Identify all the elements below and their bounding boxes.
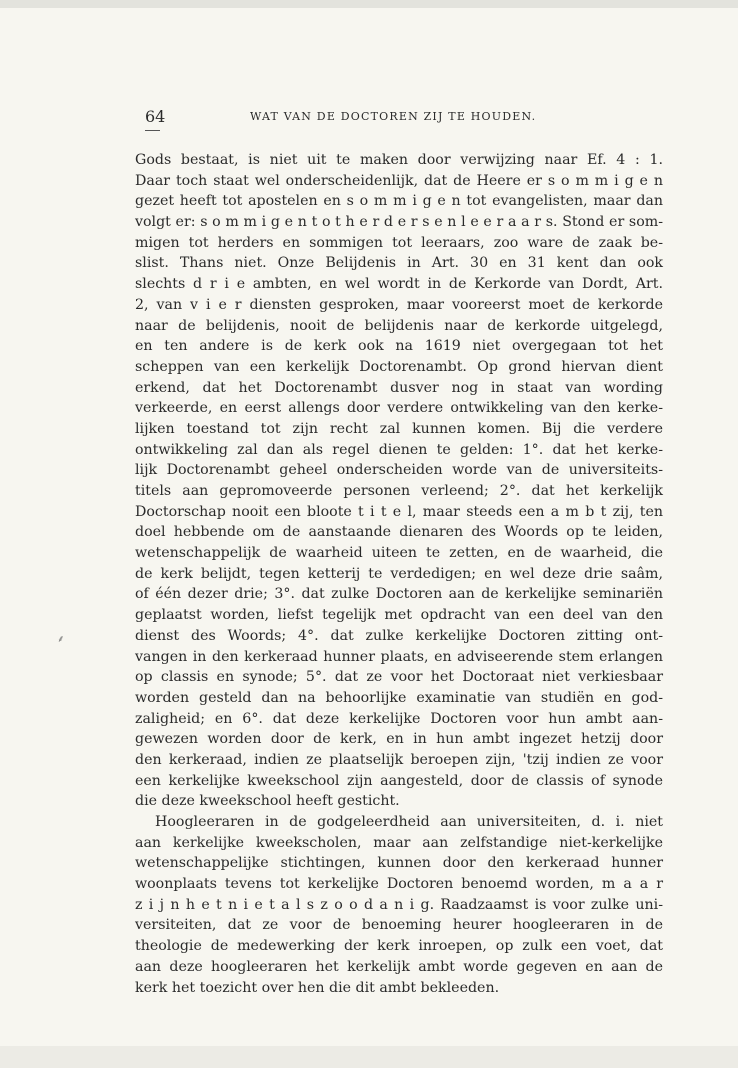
text-line: Doctorschap nooit een bloote t i t e l, maar steeds een a m b t zij, ten bbox=[135, 503, 663, 520]
text-line: slist. Thans niet. Onze Belijdenis in Art. 30 en 31 kent dan ook bbox=[135, 255, 663, 272]
text-line: wetenschappelijk de waarheid uiteen te zetten, en de waarheid, die bbox=[135, 545, 663, 562]
page-number: 64 bbox=[145, 107, 166, 126]
text-line: gewezen worden door de kerk, en in hun ambt ingezet hetzij door bbox=[135, 731, 663, 748]
text-line: wetenschappelijke stichtingen, kunnen door den kerkeraad hunner bbox=[135, 855, 663, 872]
text-line: verkeerde, en eerst allengs door verdere ontwikkeling van den kerke- bbox=[135, 400, 663, 417]
paragraph-first-line: Hoogleeraren in de godgeleerdheid aan universiteiten, d. i. niet bbox=[155, 814, 663, 830]
text-line: slechts d r i e ambten, en wel wordt in de Kerkorde van Dordt, Art. bbox=[135, 276, 663, 293]
running-title: WAT VAN DE DOCTOREN ZIJ TE HOUDEN. bbox=[250, 110, 537, 123]
text-line: lijken toestand tot zijn recht zal kunnen komen. Bij die verdere bbox=[135, 420, 663, 437]
body-text bbox=[135, 150, 663, 998]
text-line: erkend, dat het Doctorenambt dusver nog in staat van wording bbox=[135, 379, 663, 396]
text-line: z i j n h e t n i e t a l s z o o d a n i g. Raadzaamst is voor zulke uni- bbox=[135, 896, 663, 913]
text-line: volgt er: s o m m i g e n t o t h e r d e r s e n l e e r a a r s. Stond er som- bbox=[135, 214, 663, 231]
text-line: geplaatst worden, liefst tegelijk met opdracht van een deel van den bbox=[135, 607, 663, 624]
text-line: vangen in den kerkeraad hunner plaats, en adviseerende stem erlangen bbox=[135, 648, 663, 665]
text-line: aan deze hoogleeraren het kerkelijk ambt worde gegeven en aan de bbox=[135, 958, 663, 975]
text-line: titels aan gepromoveerde personen verleend; 2°. dat het kerkelijk bbox=[135, 483, 663, 499]
text-line: Gods bestaat, is niet uit te maken door verwijzing naar Ef. 4 : 1. bbox=[135, 152, 663, 168]
text-line: woonplaats tevens tot kerkelijke Doctoren benoemd worden, m a a r bbox=[135, 876, 663, 893]
text-line: een kerkelijke kweekschool zijn aangesteld, door de classis of synode bbox=[135, 772, 663, 789]
paragraph-last-line: kerk het toezicht over hen die dit ambt bekleeden. bbox=[135, 979, 500, 996]
bottom-border bbox=[0, 1046, 738, 1068]
text-line: theologie de medewerking der kerk inroepen, op zulk een voet, dat bbox=[135, 938, 663, 955]
text-line: zaligheid; en 6°. dat deze kerkelijke Doctoren voor hun ambt aan- bbox=[135, 710, 663, 727]
text-line: aan kerkelijke kweekscholen, maar aan zelfstandige niet-kerkelijke bbox=[135, 834, 663, 851]
text-line: 2, van v i e r diensten gesproken, maar vooreerst moet de kerkorde bbox=[135, 296, 663, 313]
text-line: migen tot herders en sommigen tot leeraars, zoo ware de zaak be- bbox=[135, 234, 663, 251]
text-line: doel hebbende om de aanstaande dienaren des Woords op te leiden, bbox=[135, 524, 663, 541]
top-border bbox=[0, 0, 738, 8]
text-line: op classis en synode; 5°. dat ze voor het Doctoraat niet verkiesbaar bbox=[135, 669, 663, 686]
text-line: Daar toch staat wel onderscheidenlijk, dat de Heere er s o m m i g e n bbox=[135, 172, 663, 189]
text-line: den kerkeraad, indien ze plaatselijk beroepen zijn, 'tzij indien ze voor bbox=[135, 751, 663, 768]
paragraph-last-line: die deze kweekschool heeft gesticht. bbox=[135, 793, 400, 810]
page-number-underline bbox=[145, 130, 160, 131]
text-line: ontwikkeling zal dan als regel dienen te gelden: 1°. dat het kerke- bbox=[135, 441, 663, 458]
text-line: worden gesteld dan na behoorlijke examinatie van studiën en god- bbox=[135, 689, 663, 706]
text-line: naar de belijdenis, nooit de belijdenis naar de kerkorde uitgelegd, bbox=[135, 317, 663, 334]
text-line: en ten andere is de kerk ook na 1619 niet overgegaan tot het bbox=[135, 338, 663, 355]
text-line: scheppen van een kerkelijk Doctorenambt. Op grond hiervan dient bbox=[135, 358, 663, 375]
text-line: of één dezer drie; 3°. dat zulke Doctoren aan de kerkelijke seminariën bbox=[135, 586, 663, 603]
margin-mark: ⸙ bbox=[57, 634, 65, 645]
text-line: dienst des Woords; 4°. dat zulke kerkelijke Doctoren zitting ont- bbox=[135, 627, 663, 644]
text-line: lijk Doctorenambt geheel onderscheiden worde van de universiteits- bbox=[135, 462, 663, 479]
text-line: versiteiten, dat ze voor de benoeming heurer hoogleeraren in de bbox=[135, 917, 663, 934]
text-line: de kerk belijdt, tegen ketterij te verdedigen; en wel deze drie saâm, bbox=[135, 565, 663, 582]
page-header bbox=[145, 107, 580, 131]
text-line: gezet heeft tot apostelen en s o m m i g e n tot evangelisten, maar dan bbox=[135, 193, 663, 210]
